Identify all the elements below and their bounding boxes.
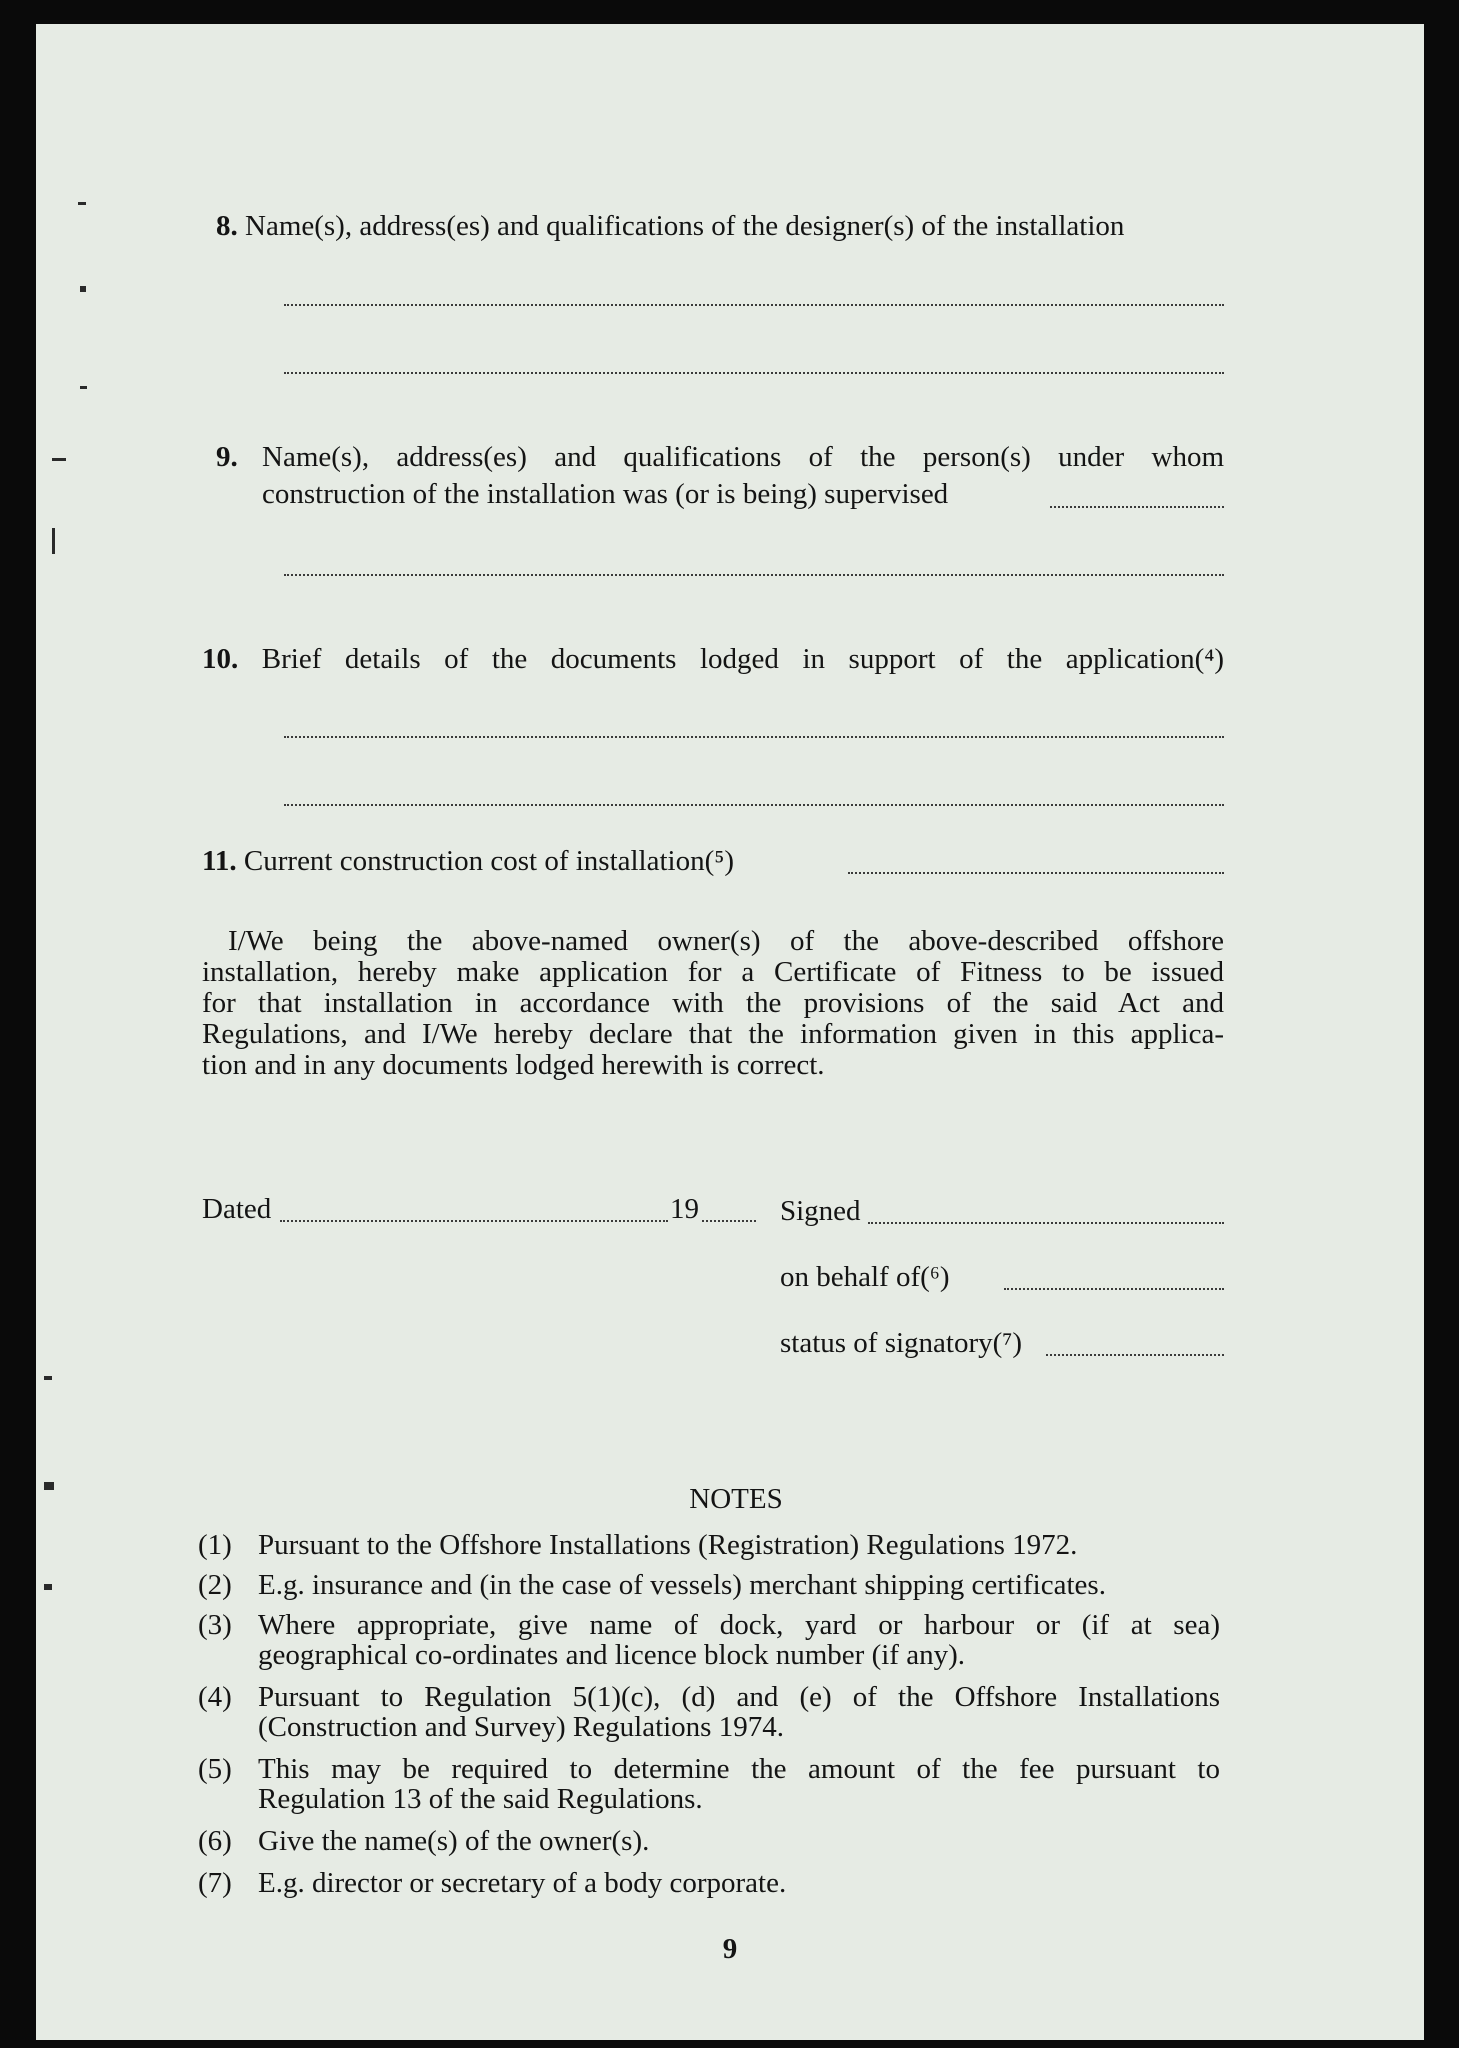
scan-mark [80,286,86,292]
page-number: 9 [722,1933,738,1965]
note-6-line: Give the name(s) of the owner(s). [258,1825,650,1857]
note-3-num: (3) [198,1609,232,1641]
note-1-line: Pursuant to the Offshore Installations (Registration) Regulations 1972. [258,1529,1078,1561]
behalf-label: on behalf of(⁶) [780,1261,950,1293]
declaration-line: Regulations, and I/We hereby declare that the information given in this applica- [202,1018,1224,1050]
dated-blank-line[interactable] [280,1220,668,1222]
item-11 [202,844,734,878]
item-8 [216,209,1124,243]
declaration-line: installation, hereby make application for a Certificate of Fitness to be issued [202,956,1224,988]
item-8-blank-line-2[interactable] [284,372,1224,374]
declaration-line: I/We being the above-named owner(s) of the above-described offshore [228,925,1224,957]
year-label: 19 [670,1193,699,1225]
item-10 [202,642,1224,676]
note-3-line-2: geographical co-ordinates and licence block number (if any). [258,1639,965,1671]
scan-mark [52,528,55,554]
signed-blank-line[interactable] [868,1222,1224,1224]
item-9-blank-line-2[interactable] [284,574,1224,576]
item-11-blank-line[interactable] [848,872,1224,874]
signed-label: Signed [780,1195,861,1227]
note-1-num: (1) [198,1529,232,1561]
item-8-number: 8. [216,210,238,242]
declaration-line: for that installation in accordance with the provisions of the said Act and [202,987,1224,1019]
item-9-blank-line-1[interactable] [1050,506,1224,508]
document-page [36,24,1424,2040]
item-8-text: Name(s), address(es) and qualifications of the designer(s) of the installation [245,210,1125,242]
note-4-line-2: (Construction and Survey) Regulations 1974. [258,1711,784,1743]
note-7-num: (7) [198,1867,232,1899]
note-5-num: (5) [198,1753,232,1785]
note-4-num: (4) [198,1681,232,1713]
scan-mark [44,1584,52,1590]
item-11-text: Current construction cost of installation(⁵) [243,845,735,877]
notes-title: NOTES [689,1483,783,1515]
scan-mark [44,1376,52,1380]
item-9-line-2: construction of the installation was (or is being) supervised [262,478,949,510]
note-4-line-1: Pursuant to Regulation 5(1)(c), (d) and (e) of the Offshore Installations [258,1681,1220,1713]
item-9-line-1: Name(s), address(es) and qualifications of the person(s) under whom [262,441,1224,473]
note-5-line-1: This may be required to determine the amount of the fee pursuant to [258,1753,1220,1785]
item-10-blank-line-1[interactable] [284,736,1224,738]
declaration-paragraph [202,926,1224,1081]
note-5-line-2: Regulation 13 of the said Regulations. [258,1783,703,1815]
dated-label: Dated [202,1193,272,1225]
year-blank-line[interactable] [702,1220,756,1222]
declaration-line: tion and in any documents lodged herewith is correct. [202,1049,825,1081]
item-8-blank-line-1[interactable] [284,304,1224,306]
item-9-number: 9. [216,441,238,473]
item-11-number: 11. [202,845,237,877]
behalf-blank-line[interactable] [1004,1288,1224,1290]
scan-mark [52,458,66,461]
note-2-line: E.g. insurance and (in the case of vessels) merchant shipping certificates. [258,1569,1106,1601]
item-10-number: 10. [202,643,239,675]
note-3-line-1: Where appropriate, give name of dock, yard or harbour or (if at sea) [258,1609,1220,1641]
status-label: status of signatory(⁷) [780,1327,1023,1359]
note-2-num: (2) [198,1569,232,1601]
item-10-text: Brief details of the documents lodged in support of the application(⁴) [261,643,1225,675]
note-7-line: E.g. director or secretary of a body corporate. [258,1867,787,1899]
status-blank-line[interactable] [1046,1354,1224,1356]
scan-mark [78,202,86,205]
note-6-num: (6) [198,1825,232,1857]
scan-mark [80,386,87,389]
item-10-blank-line-2[interactable] [284,804,1224,806]
